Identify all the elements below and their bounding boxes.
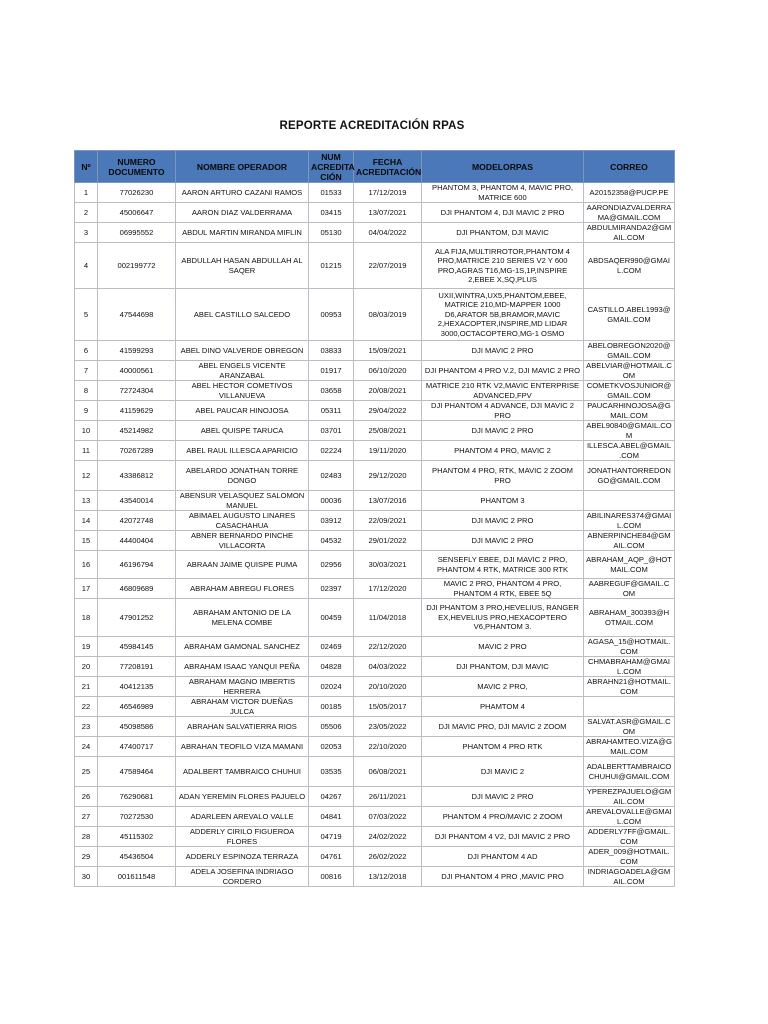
cell-modelo: DJI MAVIC 2 PRO (422, 531, 584, 551)
cell-fecha: 15/09/2021 (354, 341, 422, 361)
cell-documento: 43540014 (98, 491, 176, 511)
header-operador: NOMBRE OPERADOR (176, 151, 309, 183)
cell-modelo: DJI PHANTOM 4 AD (422, 847, 584, 867)
cell-num: 27 (75, 807, 98, 827)
cell-correo: ABRAHN21@HOTMAIL.COM (584, 677, 675, 697)
cell-acreditacion: 04841 (309, 807, 354, 827)
cell-fecha: 17/12/2020 (354, 579, 422, 599)
header-documento: NUMERO DOCUMENTO (98, 151, 176, 183)
cell-documento: 45098586 (98, 717, 176, 737)
cell-acreditacion: 02956 (309, 551, 354, 579)
cell-correo: ABDULMIRANDA2@GMAIL.COM (584, 223, 675, 243)
cell-correo (584, 491, 675, 511)
cell-documento: 45436504 (98, 847, 176, 867)
cell-acreditacion: 03701 (309, 421, 354, 441)
table-row (75, 757, 675, 787)
cell-correo: ADALBERTTAMBRAICOCHUHUI@GMAIL.COM (584, 757, 675, 787)
cell-documento: 001611548 (98, 867, 176, 887)
cell-modelo: DJI MAVIC 2 (422, 757, 584, 787)
cell-operador: ADARLEEN AREVALO VALLE (176, 807, 309, 827)
cell-modelo: DJI PHANTOM 4 V2, DJI MAVIC 2 PRO (422, 827, 584, 847)
cell-num: 25 (75, 757, 98, 787)
cell-fecha: 15/05/2017 (354, 697, 422, 717)
cell-correo: CASTILLO.ABEL1993@GMAIL.COM (584, 289, 675, 341)
cell-num: 9 (75, 401, 98, 421)
cell-correo: INDRIAGOADELA@GMAIL.COM (584, 867, 675, 887)
cell-documento: 40412135 (98, 677, 176, 697)
cell-num: 28 (75, 827, 98, 847)
table-row (75, 401, 675, 421)
cell-correo: AARONDIAZVALDERRAMA@GMAIL.COM (584, 203, 675, 223)
table-header-row (75, 151, 675, 183)
header-correo: CORREO (584, 151, 675, 183)
cell-operador: ADDERLY ESPINOZA TERRAZA (176, 847, 309, 867)
cell-num: 10 (75, 421, 98, 441)
cell-operador: ABRAHAM ANTONIO DE LA MELENA COMBE (176, 599, 309, 637)
table-row (75, 441, 675, 461)
cell-modelo: MAVIC 2 PRO (422, 637, 584, 657)
cell-fecha: 13/07/2016 (354, 491, 422, 511)
cell-operador: ABEL DINO VALVERDE OBREGON (176, 341, 309, 361)
cell-operador: ABEL QUISPE TARUCA (176, 421, 309, 441)
cell-correo: ABRAHAM_AQP_@HOTMAIL.COM (584, 551, 675, 579)
cell-fecha: 07/03/2022 (354, 807, 422, 827)
cell-correo: ABNERPINCHE84@GMAIL.COM (584, 531, 675, 551)
cell-num: 20 (75, 657, 98, 677)
cell-fecha: 29/04/2022 (354, 401, 422, 421)
cell-modelo: ALA FIJA,MULTIRROTOR,PHANTOM 4 PRO,MATRICE 210 SERIES V2 Y 600 PRO,AGRAS T16,MG-1S,1P,INSPIRE 2,EBEE X,SQ,PLUS (422, 243, 584, 289)
cell-documento: 44400404 (98, 531, 176, 551)
cell-documento: 70267289 (98, 441, 176, 461)
table-row (75, 697, 675, 717)
cell-correo: SALVAT.ASR@GMAIL.COM (584, 717, 675, 737)
cell-fecha: 13/07/2021 (354, 203, 422, 223)
cell-documento: 72724304 (98, 381, 176, 401)
cell-acreditacion: 03833 (309, 341, 354, 361)
cell-correo (584, 697, 675, 717)
cell-num: 30 (75, 867, 98, 887)
table-row (75, 183, 675, 203)
cell-correo: JONATHANTORREDONGO@GMAIL.COM (584, 461, 675, 491)
cell-documento: 47589464 (98, 757, 176, 787)
cell-operador: ABRAAN JAIME QUISPE PUMA (176, 551, 309, 579)
cell-num: 5 (75, 289, 98, 341)
cell-operador: ABRAHAN SALVATIERRA RIOS (176, 717, 309, 737)
cell-correo: ABELVIAR@HOTMAIL.COM (584, 361, 675, 381)
cell-operador: AARON DIAZ VALDERRAMA (176, 203, 309, 223)
cell-correo: AABREGUF@GMAIL.COM (584, 579, 675, 599)
cell-modelo: DJI PHANTOM, DJI MAVIC (422, 657, 584, 677)
cell-num: 8 (75, 381, 98, 401)
cell-fecha: 30/03/2021 (354, 551, 422, 579)
table-row (75, 657, 675, 677)
table-row (75, 341, 675, 361)
cell-fecha: 22/07/2019 (354, 243, 422, 289)
cell-fecha: 20/10/2020 (354, 677, 422, 697)
cell-num: 29 (75, 847, 98, 867)
cell-modelo: MAVIC 2 PRO, PHANTOM 4 PRO, PHANTOM 4 RTK, EBEE 5Q (422, 579, 584, 599)
cell-acreditacion: 01533 (309, 183, 354, 203)
cell-acreditacion: 05311 (309, 401, 354, 421)
cell-documento: 45006647 (98, 203, 176, 223)
cell-modelo: PHANTOM 4 PRO, MAVIC 2 (422, 441, 584, 461)
cell-correo: ABRAHAM_300393@HOTMAIL.COM (584, 599, 675, 637)
cell-operador: ADAN YEREMIN FLORES PAJUELO (176, 787, 309, 807)
cell-operador: AARON ARTURO CAZANI RAMOS (176, 183, 309, 203)
cell-documento: 41159629 (98, 401, 176, 421)
cell-fecha: 24/02/2022 (354, 827, 422, 847)
cell-documento: 46809689 (98, 579, 176, 599)
cell-modelo: DJI MAVIC 2 PRO (422, 511, 584, 531)
cell-modelo: DJI PHANTOM 3 PRO,HEVELIUS, RANGER EX,HEVELIUS PRO,HEXACOPTERO V6,PHANTOM 3. (422, 599, 584, 637)
cell-modelo: DJI PHANTOM 4 PRO V.2, DJI MAVIC 2 PRO (422, 361, 584, 381)
cell-num: 22 (75, 697, 98, 717)
cell-acreditacion: 02397 (309, 579, 354, 599)
cell-num: 18 (75, 599, 98, 637)
cell-num: 23 (75, 717, 98, 737)
cell-modelo: PHANTOM 3, PHANTOM 4, MAVIC PRO, MATRICE 600 (422, 183, 584, 203)
cell-documento: 47901252 (98, 599, 176, 637)
cell-num: 17 (75, 579, 98, 599)
cell-operador: ABRAHAN TEOFILO VIZA MAMANI (176, 737, 309, 757)
cell-modelo: PHANTOM 4 PRO/MAVIC 2 ZOOM (422, 807, 584, 827)
cell-modelo: PHANTOM 3 (422, 491, 584, 511)
cell-correo: COMETKVOSJUNIOR@GMAIL.COM (584, 381, 675, 401)
cell-documento: 76290681 (98, 787, 176, 807)
cell-correo: AGASA_15@HOTMAIL.COM (584, 637, 675, 657)
cell-acreditacion: 03912 (309, 511, 354, 531)
table-row (75, 491, 675, 511)
cell-num: 11 (75, 441, 98, 461)
table-row (75, 551, 675, 579)
header-modelo: MODELORPAS (422, 151, 584, 183)
cell-operador: ABEL PAUCAR HINOJOSA (176, 401, 309, 421)
cell-num: 2 (75, 203, 98, 223)
header-acreditacion: NUM ACREDITA CIÓN (309, 151, 354, 183)
cell-operador: ABIMAEL AUGUSTO LINARES CASACHAHUA (176, 511, 309, 531)
cell-documento: 70272530 (98, 807, 176, 827)
table-row (75, 579, 675, 599)
cell-documento: 46546989 (98, 697, 176, 717)
cell-operador: ABEL HECTOR COMETIVOS VILLANUEVA (176, 381, 309, 401)
cell-correo: ADDERLY7FF@GMAIL.COM (584, 827, 675, 847)
cell-num: 14 (75, 511, 98, 531)
cell-documento: 77026230 (98, 183, 176, 203)
cell-num: 26 (75, 787, 98, 807)
cell-acreditacion: 00459 (309, 599, 354, 637)
cell-fecha: 22/12/2020 (354, 637, 422, 657)
cell-fecha: 29/12/2020 (354, 461, 422, 491)
cell-correo: YPEREZPAJUELO@GMAIL.COM (584, 787, 675, 807)
cell-modelo: UXII,WINTRA,UX5,PHANTOM,EBEE, MATRICE 210,MD-MAPPER 1000 D6,ARATOR 5B,BRAMOR,MAVIC 2,HEXACOPTER,INSPIRE,MD LIDAR 3000,OCTACOPTERO,MG-1 OSMO (422, 289, 584, 341)
cell-documento: 42072748 (98, 511, 176, 531)
cell-modelo: PHANTOM 4 PRO RTK (422, 737, 584, 757)
table-body (75, 183, 675, 887)
cell-num: 3 (75, 223, 98, 243)
cell-modelo: MAVIC 2 PRO, (422, 677, 584, 697)
cell-acreditacion: 02469 (309, 637, 354, 657)
cell-documento: 77208191 (98, 657, 176, 677)
cell-acreditacion: 00953 (309, 289, 354, 341)
cell-num: 13 (75, 491, 98, 511)
cell-acreditacion: 00185 (309, 697, 354, 717)
cell-documento: 45115302 (98, 827, 176, 847)
cell-documento: 002199772 (98, 243, 176, 289)
cell-acreditacion: 05506 (309, 717, 354, 737)
cell-num: 12 (75, 461, 98, 491)
accreditation-table (74, 150, 675, 887)
cell-acreditacion: 03658 (309, 381, 354, 401)
cell-modelo: DJI MAVIC PRO, DJI MAVIC 2 ZOOM (422, 717, 584, 737)
cell-correo: ADER_009@HOTMAIL.COM (584, 847, 675, 867)
cell-modelo: DJI PHANTOM 4, DJI MAVIC 2 PRO (422, 203, 584, 223)
cell-documento: 47400717 (98, 737, 176, 757)
cell-fecha: 29/01/2022 (354, 531, 422, 551)
cell-fecha: 26/11/2021 (354, 787, 422, 807)
cell-correo: ILLESCA.ABEL@GMAIL.COM (584, 441, 675, 461)
cell-documento: 41599293 (98, 341, 176, 361)
cell-fecha: 04/04/2022 (354, 223, 422, 243)
cell-modelo: DJI MAVIC 2 PRO (422, 421, 584, 441)
table-row (75, 847, 675, 867)
cell-modelo: DJI PHANTOM, DJI MAVIC (422, 223, 584, 243)
cell-modelo: PHANTOM 4 PRO, RTK, MAVIC 2 ZOOM PRO (422, 461, 584, 491)
cell-operador: ABRAHAM MAGNO IMBERTIS HERRERA (176, 677, 309, 697)
cell-fecha: 11/04/2018 (354, 599, 422, 637)
table-row (75, 203, 675, 223)
cell-fecha: 08/03/2019 (354, 289, 422, 341)
cell-correo: CHMABRAHAM@GMAIL.COM (584, 657, 675, 677)
cell-documento: 47544698 (98, 289, 176, 341)
header-fecha: FECHA ACREDITACIÓN (354, 151, 422, 183)
cell-acreditacion: 04761 (309, 847, 354, 867)
cell-operador: ABNER BERNARDO PINCHE VILLACORTA (176, 531, 309, 551)
cell-correo: PAUCARHINOJOSA@GMAIL.COM (584, 401, 675, 421)
cell-documento: 45984145 (98, 637, 176, 657)
cell-fecha: 19/11/2020 (354, 441, 422, 461)
cell-modelo: DJI MAVIC 2 PRO (422, 787, 584, 807)
cell-num: 6 (75, 341, 98, 361)
table-row (75, 677, 675, 697)
cell-acreditacion: 03415 (309, 203, 354, 223)
table-row (75, 421, 675, 441)
table-row (75, 737, 675, 757)
cell-num: 7 (75, 361, 98, 381)
cell-acreditacion: 04267 (309, 787, 354, 807)
cell-acreditacion: 01917 (309, 361, 354, 381)
cell-modelo: PHAMTOM 4 (422, 697, 584, 717)
cell-acreditacion: 03535 (309, 757, 354, 787)
cell-fecha: 22/10/2020 (354, 737, 422, 757)
table-row (75, 289, 675, 341)
cell-fecha: 22/09/2021 (354, 511, 422, 531)
cell-operador: ABDULLAH HASAN ABDULLAH AL SAQER (176, 243, 309, 289)
cell-acreditacion: 04532 (309, 531, 354, 551)
cell-correo: ABEL90840@GMAIL.COM (584, 421, 675, 441)
cell-acreditacion: 02483 (309, 461, 354, 491)
cell-fecha: 04/03/2022 (354, 657, 422, 677)
cell-acreditacion: 05130 (309, 223, 354, 243)
cell-documento: 45214982 (98, 421, 176, 441)
cell-acreditacion: 00036 (309, 491, 354, 511)
table-row (75, 461, 675, 491)
cell-num: 4 (75, 243, 98, 289)
cell-fecha: 13/12/2018 (354, 867, 422, 887)
table-row (75, 243, 675, 289)
cell-acreditacion: 02224 (309, 441, 354, 461)
cell-acreditacion: 04719 (309, 827, 354, 847)
table-row (75, 511, 675, 531)
cell-modelo: DJI PHANTOM 4 PRO ,MAVIC PRO (422, 867, 584, 887)
cell-acreditacion: 02053 (309, 737, 354, 757)
cell-operador: ABRAHAM GAMONAL SANCHEZ (176, 637, 309, 657)
cell-fecha: 25/08/2021 (354, 421, 422, 441)
cell-num: 24 (75, 737, 98, 757)
cell-num: 15 (75, 531, 98, 551)
cell-acreditacion: 02024 (309, 677, 354, 697)
cell-acreditacion: 04828 (309, 657, 354, 677)
cell-correo: ABELOBREGON2020@GMAIL.COM (584, 341, 675, 361)
cell-fecha: 26/02/2022 (354, 847, 422, 867)
cell-correo: ABDSAQER990@GMAIL.COM (584, 243, 675, 289)
cell-operador: ABELARDO JONATHAN TORRE DONGO (176, 461, 309, 491)
table-row (75, 807, 675, 827)
cell-fecha: 06/08/2021 (354, 757, 422, 787)
table-row (75, 787, 675, 807)
cell-documento: 40000561 (98, 361, 176, 381)
table-row (75, 531, 675, 551)
cell-fecha: 20/08/2021 (354, 381, 422, 401)
cell-operador: ABEL RAUL ILLESCA APARICIO (176, 441, 309, 461)
header-num: Nº (75, 151, 98, 183)
table-row (75, 223, 675, 243)
cell-acreditacion: 00816 (309, 867, 354, 887)
cell-num: 1 (75, 183, 98, 203)
cell-fecha: 17/12/2019 (354, 183, 422, 203)
cell-modelo: DJI MAVIC 2 PRO (422, 341, 584, 361)
cell-operador: ABEL CASTILLO SALCEDO (176, 289, 309, 341)
cell-operador: ABENSUR VELASQUEZ SALOMON MANUEL (176, 491, 309, 511)
cell-operador: ABRAHAM VICTOR DUEÑAS JULCA (176, 697, 309, 717)
cell-correo: A20152358@PUCP.PE (584, 183, 675, 203)
cell-modelo: MATRICE 210 RTK V2,MAVIC ENTERPRISE ADVANCED,FPV (422, 381, 584, 401)
table-row (75, 717, 675, 737)
cell-operador: ADELA JOSEFINA INDRIAGO CORDERO (176, 867, 309, 887)
cell-documento: 46196794 (98, 551, 176, 579)
table-row (75, 867, 675, 887)
cell-fecha: 23/05/2022 (354, 717, 422, 737)
cell-num: 16 (75, 551, 98, 579)
cell-correo: ABILINARES374@GMAIL.COM (584, 511, 675, 531)
table-row (75, 361, 675, 381)
cell-operador: ADALBERT TAMBRAICO CHUHUI (176, 757, 309, 787)
cell-operador: ABDUL MARTIN MIRANDA MIFLIN (176, 223, 309, 243)
cell-operador: ABRAHAM ABREGU FLORES (176, 579, 309, 599)
cell-operador: ABRAHAM ISAAC YANQUI PEÑA (176, 657, 309, 677)
cell-modelo: SENSEFLY EBEE, DJI MAVIC 2 PRO, PHANTOM 4 RTK, MATRICE 300 RTK (422, 551, 584, 579)
cell-modelo: DJI PHANTOM 4 ADVANCE, DJI MAVIC 2 PRO (422, 401, 584, 421)
cell-correo: ABRAHAMTEO.VIZA@GMAIL.COM (584, 737, 675, 757)
cell-num: 19 (75, 637, 98, 657)
cell-documento: 43386812 (98, 461, 176, 491)
table-row (75, 827, 675, 847)
cell-correo: AREVALOVALLE@GMAIL.COM (584, 807, 675, 827)
cell-fecha: 06/10/2020 (354, 361, 422, 381)
report-title: REPORTE ACREDITACIÓN RPAS (279, 120, 465, 132)
cell-documento: 06995552 (98, 223, 176, 243)
cell-operador: ABEL ENGELS VICENTE ARANZABAL (176, 361, 309, 381)
table-row (75, 381, 675, 401)
table-row (75, 637, 675, 657)
table-row (75, 599, 675, 637)
cell-num: 21 (75, 677, 98, 697)
cell-acreditacion: 01215 (309, 243, 354, 289)
cell-operador: ADDERLY CIRILO FIGUEROA FLORES (176, 827, 309, 847)
